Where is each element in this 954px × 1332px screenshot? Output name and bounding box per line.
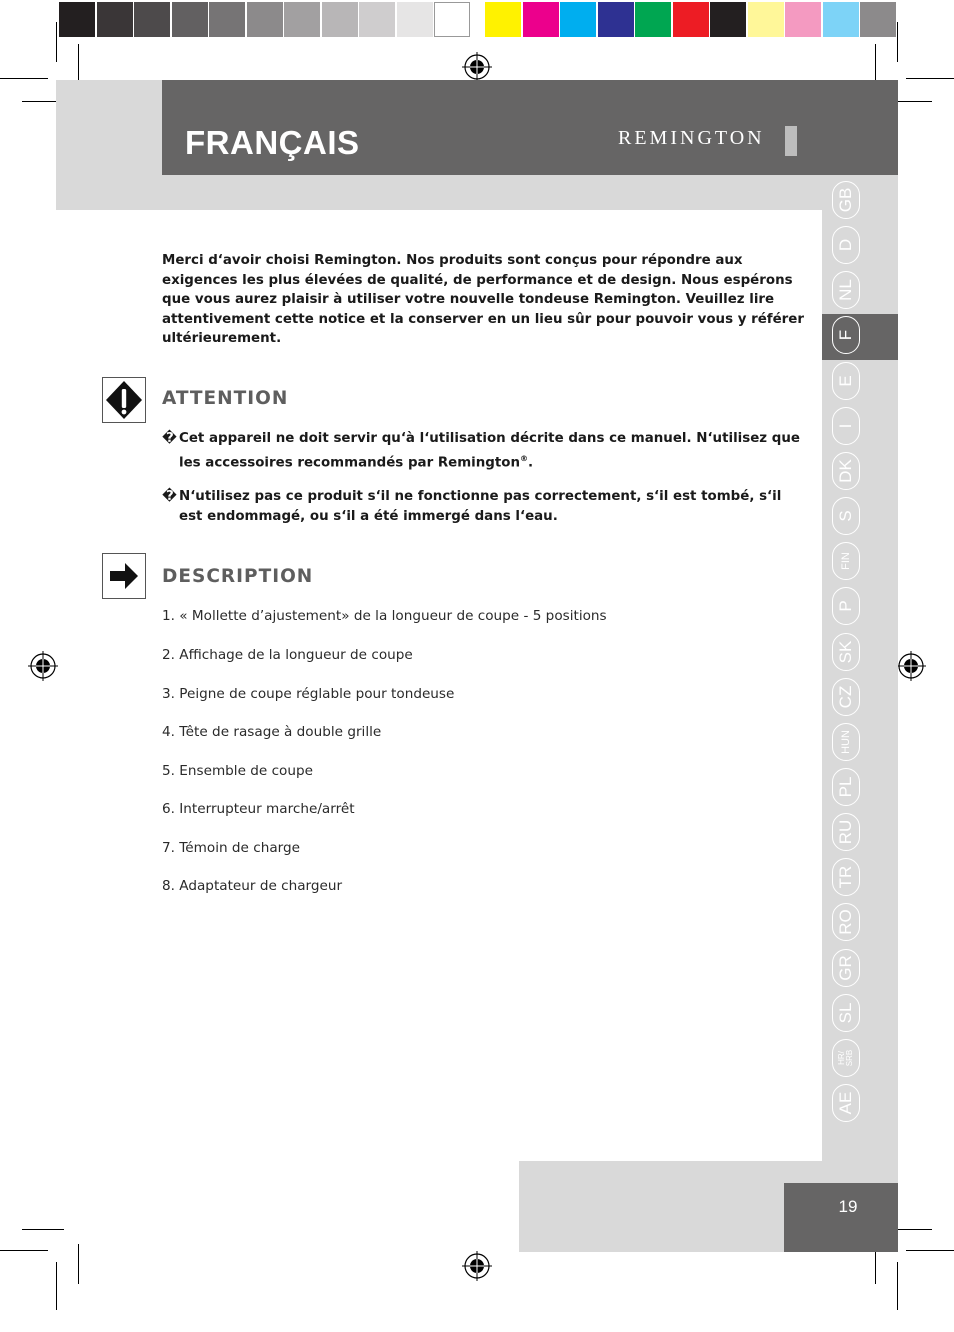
language-tab-label: D [836, 239, 855, 252]
intro-paragraph: Merci d‘avoir choisi Remington. Nos produits sont conçus pour répondre aux exigences les plus élevées de qualité, de performance et de design. Nous espérons que vous aurez plaisir à utiliser votre nouvelle tondeuse Remington. Veuillez lire attentivement cette notice et la conserver en un lieu sûr pour pouvoir vous y référer ultérieurement. [162, 253, 804, 346]
gray-swatch [59, 2, 95, 37]
bullet-icon: � [162, 489, 177, 504]
description-item: 7. Témoin de charge [162, 840, 300, 856]
language-tab-label: GB [836, 187, 855, 213]
language-tab-ae[interactable] [832, 1084, 860, 1122]
language-tab-hun[interactable] [832, 723, 860, 761]
gray-swatch [97, 2, 133, 37]
registration-mark-icon [462, 52, 492, 82]
language-tab-label: PL [836, 776, 855, 798]
process-color-swatch [598, 2, 634, 37]
language-tab-label: DK [836, 459, 855, 483]
process-color-swatch [710, 2, 746, 37]
language-tab-dk[interactable] [832, 452, 860, 490]
process-color-swatch [523, 2, 559, 37]
page-number-box [784, 1183, 898, 1252]
language-tab-f[interactable] [832, 316, 860, 354]
language-tab-p[interactable] [832, 587, 860, 625]
crop-mark [22, 1229, 64, 1230]
crop-mark [56, 1262, 57, 1310]
process-color-swatch [823, 2, 859, 37]
language-tab-label: GR [836, 954, 855, 981]
crop-mark [56, 22, 57, 62]
attention-heading: ATTENTION [162, 388, 289, 409]
language-tab-label: CZ [836, 685, 855, 708]
description-item: 6. Interrupteur marche/arrêt [162, 801, 355, 817]
language-tab-label: P [836, 600, 855, 613]
language-tab-d[interactable] [832, 226, 860, 264]
crop-mark [906, 1250, 954, 1251]
gray-swatch [359, 2, 395, 37]
description-item: 1. « Mollette d’ajustement» de la longueur de coupe - 5 positions [162, 608, 607, 624]
crop-mark [78, 1244, 79, 1284]
description-item: 2. Affichage de la longueur de coupe [162, 647, 413, 663]
language-tab-label: TR [836, 865, 855, 889]
language-tab-label: HR/ SRB [837, 1049, 854, 1067]
language-tab-gb[interactable] [832, 181, 860, 219]
language-tab-sk[interactable] [832, 633, 860, 671]
exclamation-icon [103, 378, 145, 422]
attention-icon-box [102, 377, 146, 423]
bullet-icon: � [162, 431, 177, 446]
description-item: 4. Tête de rasage à double grille [162, 724, 382, 740]
attention-item-text: Cet appareil ne doit servir qu‘à l‘utilisation décrite dans ce manuel. N‘utilisez que les accessoires recommandés par Remington [179, 431, 800, 471]
language-tab-label: HUN [840, 729, 852, 754]
registration-mark-icon [896, 651, 926, 681]
gray-swatch [434, 2, 470, 37]
process-color-swatch [560, 2, 596, 37]
process-color-swatch [785, 2, 821, 37]
language-tab-e[interactable] [832, 362, 860, 400]
crop-mark [897, 22, 898, 62]
brand-logo: REMINGTON [618, 127, 765, 149]
language-tab-label: S [836, 510, 855, 522]
attention-item-text: N‘utilisez pas ce produit s‘il ne fonctionne pas correctement, s‘il est tombé, s‘il est endommagé, ou s‘il a été immergé dans l‘eau. [179, 489, 782, 524]
process-color-swatch [860, 2, 896, 37]
language-tab-cz[interactable] [832, 678, 860, 716]
brand-accent-bar [785, 126, 797, 156]
language-tab-label: I [836, 423, 855, 429]
registered-mark: ® [520, 454, 529, 463]
description-icon-box [102, 553, 146, 599]
crop-mark [906, 78, 954, 79]
process-color-swatch [635, 2, 671, 37]
language-tab-label: FIN [840, 552, 852, 571]
description-item: 5. Ensemble de coupe [162, 763, 313, 779]
crop-mark [897, 1262, 898, 1310]
attention-item-end: . [528, 455, 534, 471]
description-item: 8. Adaptateur de chargeur [162, 878, 343, 894]
language-tab-hrsrb[interactable] [832, 1039, 860, 1077]
language-tab-label: SL [836, 1002, 855, 1024]
process-color-swatch [748, 2, 784, 37]
gray-swatch [322, 2, 358, 37]
description-item: 3. Peigne de coupe réglable pour tondeuse [162, 686, 455, 702]
language-tab-tr[interactable] [832, 858, 860, 896]
language-tab-nl[interactable] [832, 271, 860, 309]
registration-mark-icon [28, 651, 58, 681]
language-tab-label: E [836, 374, 855, 387]
language-tab-fin[interactable] [832, 542, 860, 580]
language-tab-s[interactable] [832, 497, 860, 535]
gray-swatch [247, 2, 283, 37]
page-title: FRANÇAIS [185, 124, 360, 161]
gray-swatch [284, 2, 320, 37]
gray-swatch [397, 2, 433, 37]
gray-swatch [172, 2, 208, 37]
page-number: 19 [838, 1197, 858, 1216]
process-color-swatch [485, 2, 521, 37]
language-tab-label: RO [836, 909, 855, 936]
crop-mark [0, 1250, 48, 1251]
language-tab-label: NL [836, 279, 855, 302]
language-tab-label: SK [836, 640, 855, 663]
description-heading: DESCRIPTION [162, 566, 314, 587]
language-tab-sl[interactable] [832, 994, 860, 1032]
crop-mark [0, 78, 48, 79]
arrow-right-icon [103, 554, 145, 598]
registration-mark-icon [462, 1251, 492, 1281]
language-tab-label: F [836, 330, 855, 341]
language-tab-ro[interactable] [832, 903, 860, 941]
language-tab-label: RU [836, 819, 855, 845]
gray-swatch [134, 2, 170, 37]
language-tab-ru[interactable] [832, 813, 860, 851]
language-tab-i[interactable] [832, 407, 860, 445]
gray-swatch [209, 2, 245, 37]
language-tab-gr[interactable] [832, 949, 860, 987]
attention-item [162, 487, 802, 527]
process-color-swatch [673, 2, 709, 37]
attention-item [162, 429, 802, 473]
language-tab-label: AE [836, 1091, 855, 1115]
language-tab-pl[interactable] [832, 768, 860, 806]
